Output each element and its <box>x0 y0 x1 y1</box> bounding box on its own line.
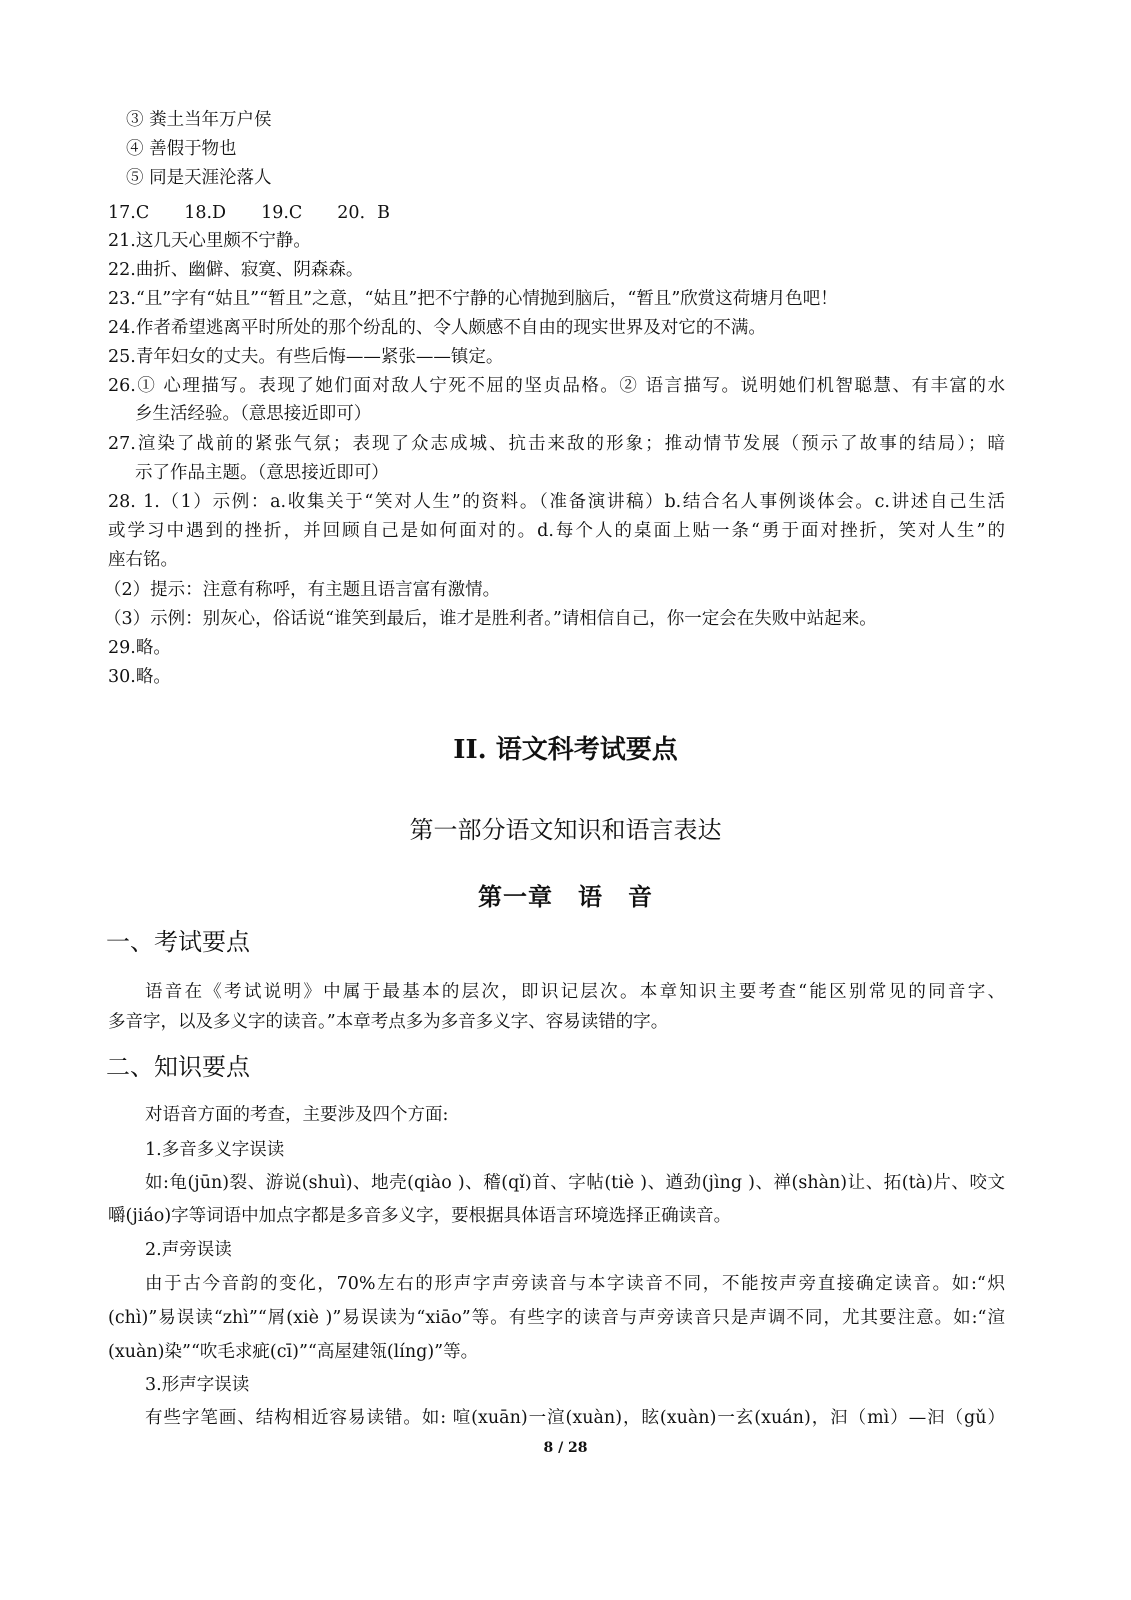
subheading: 2.声旁误读 <box>145 1240 232 1260</box>
answer-line: 24.作者希望逃离平时所处的那个纷乱的、令人颇感不自由的现实世界及对它的不满。 <box>108 318 766 338</box>
answer-line: ④ 善假于物也 <box>126 139 237 159</box>
paragraph-line: (chì)”易误读“zhì”“屑(xiè )”易误读为“xiāo”等。有些字的读音与声旁读音只是声调不同，尤其要注意。如:“渲 <box>108 1308 1005 1328</box>
answer-line: （3）示例：别灰心，俗话说“谁笑到最后，谁才是胜利者。”请相信自己，你一定会在失败中站起来。 <box>104 609 877 629</box>
paragraph-line: 有些字笔画、结构相近容易读错。如: 喧(xuān)一渲(xuàn)，眩(xuàn)一玄(xuán)，汩（mì）—汩（gǔ） <box>145 1408 1005 1428</box>
heading-exam-points: 一、考试要点 <box>106 928 250 956</box>
answer-line: ③ 粪土当年万户侯 <box>126 110 272 130</box>
page-number: 8 / 28 <box>543 1440 588 1456</box>
answer-line: 28. 1.（1）示例：a.收集关于“笑对人生”的资料。（准备演讲稿）b.结合名人事例谈体会。c.讲述自己生活 <box>108 492 1005 512</box>
paragraph-line: 如:龟(jūn)裂、游说(shuì)、地壳(qiào )、稽(qǐ)首、字帖(tiè )、遒劲(jìng )、禅(shàn)让、拓(tà)片、咬文 <box>145 1173 1005 1193</box>
answer-line: 17.C 18.D 19.C 20．B <box>108 203 390 223</box>
answer-line: 26.① 心理描写。表现了她们面对敌人宁死不屈的坚贞品格。② 语言描写。说明她们机智聪慧、有丰富的水 <box>108 376 1005 396</box>
answer-line: 29.略。 <box>108 638 171 658</box>
part-title: 第一部分语文知识和语言表达 <box>409 816 722 844</box>
answer-line: 乡生活经验。（意思接近即可） <box>135 404 372 424</box>
answer-line: 示了作品主题。（意思接近即可） <box>135 463 389 483</box>
answer-line: 30.略。 <box>108 667 171 687</box>
paragraph-line: 对语音方面的考查，主要涉及四个方面: <box>145 1105 449 1125</box>
paragraph-line: 语音在《考试说明》中属于最基本的层次，即识记层次。本章知识主要考查“能区别常见的同音字、 <box>145 982 1005 1002</box>
chapter-title: 第一章 语 音 <box>478 882 653 911</box>
answer-line: （2）提示：注意有称呼，有主题且语言富有激情。 <box>104 580 501 600</box>
answer-line: 21.这几天心里颇不宁静。 <box>108 231 311 251</box>
subheading: 3.形声字误读 <box>145 1375 250 1395</box>
answer-line: 或学习中遇到的挫折，并回顾自己是如何面对的。d.每个人的桌面上贴一条“勇于面对挫折，笑对人生”的 <box>108 521 1005 541</box>
answer-line: ⑤ 同是天涯沦落人 <box>126 168 272 188</box>
subheading: 1.多音多义字误读 <box>145 1140 285 1160</box>
paragraph-line: 多音字，以及多义字的读音。”本章考点多为多音多义字、容易读错的字。 <box>108 1012 669 1032</box>
paragraph-line: (xuàn)染”“吹毛求疵(cī)”“高屋建瓴(líng)”等。 <box>108 1342 479 1362</box>
answer-line: 27.渲染了战前的紧张气氛；表现了众志成城、抗击来敌的形象；推动情节发展（预示了故事的结局）；暗 <box>108 434 1005 454</box>
paragraph-line: 嚼(jiáo)字等词语中加点字都是多音多义字，要根据具体语言环境选择正确读音。 <box>108 1206 732 1226</box>
answer-line: 座右铭。 <box>108 550 178 570</box>
heading-knowledge-points: 二、知识要点 <box>106 1053 250 1081</box>
section-title: II. 语文科考试要点 <box>453 735 678 765</box>
paragraph-line: 由于古今音韵的变化，70%左右的形声字声旁读音与本字读音不同，不能按声旁直接确定读音。如:“炽 <box>145 1274 1005 1294</box>
answer-line: 25.青年妇女的丈夫。有些后悔——紧张——镇定。 <box>108 347 504 367</box>
answer-line: 22.曲折、幽僻、寂寞、阴森森。 <box>108 260 364 280</box>
answer-line: 23.“且”字有“姑且”“暂且”之意，“姑且”把不宁静的心情抛到脑后，“暂且”欣赏这荷塘月色吧！ <box>108 289 838 309</box>
